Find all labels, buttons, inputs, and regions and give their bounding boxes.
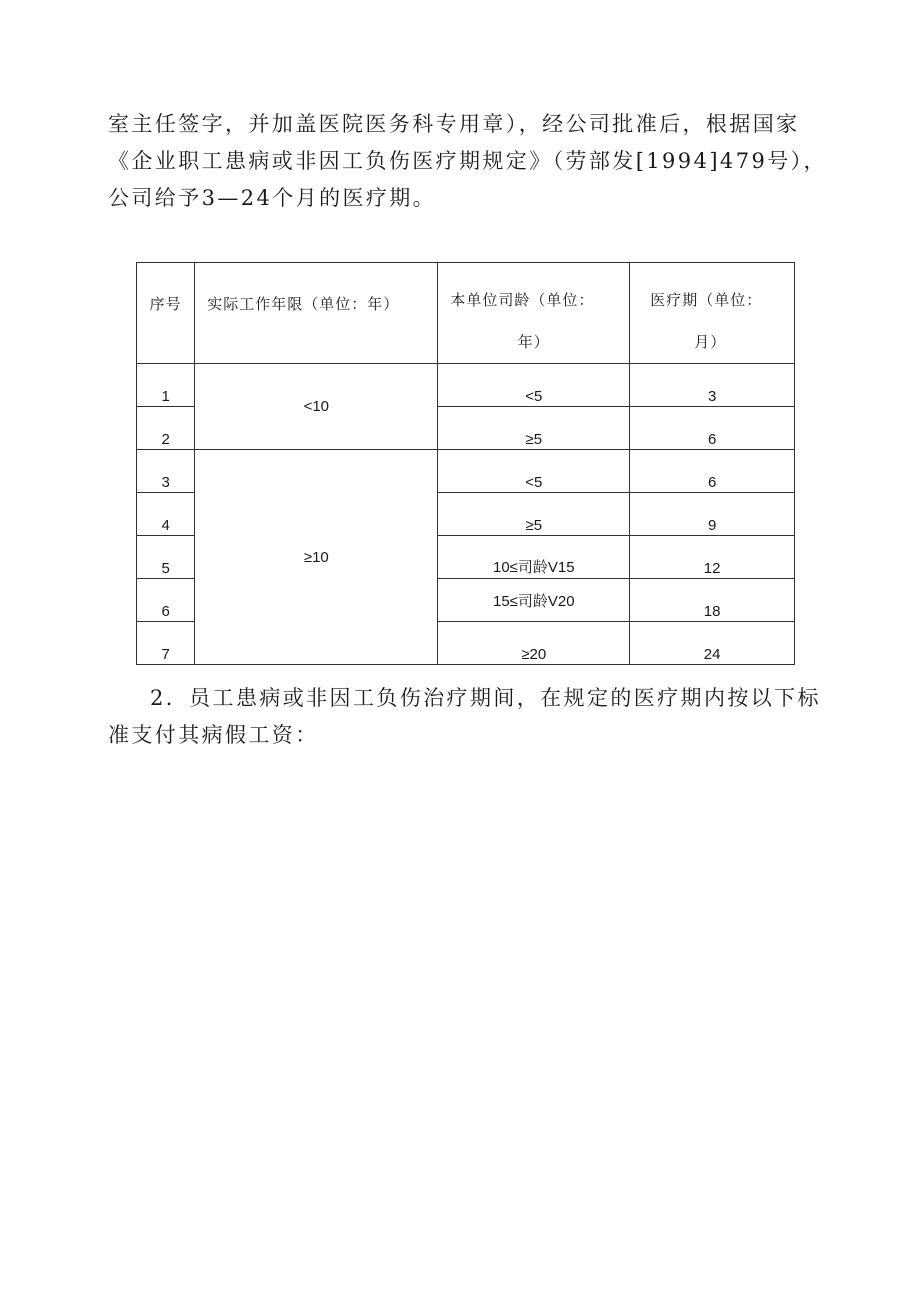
intro-line-2: 《企业职工患病或非因工负伤医疗期规定》（劳部发[1994]479号）， (108, 149, 827, 173)
table-row (137, 450, 795, 493)
intro-paragraph (108, 106, 828, 217)
row-index: 4 (137, 493, 195, 536)
work-years-group: <10 (195, 364, 438, 450)
company-years-cell: ≥5 (438, 493, 630, 536)
row-index: 6 (137, 579, 195, 622)
medical-period-cell: 24 (630, 622, 795, 665)
row-index: 2 (137, 407, 195, 450)
company-years-cell: 15≤司龄V20 (438, 579, 630, 622)
header-company-years: 本单位司龄（单位： 年） (438, 263, 630, 364)
company-years-cell: <5 (438, 450, 630, 493)
section-2-paragraph (108, 680, 828, 754)
company-years-cell: 10≤司龄V15 (438, 536, 630, 579)
header-work-years: 实际工作年限（单位：年） (195, 263, 438, 364)
row-index: 7 (137, 622, 195, 665)
medical-period-cell: 6 (630, 450, 795, 493)
work-years-group: ≥10 (195, 450, 438, 665)
table-header-row (137, 263, 795, 364)
medical-period-table (136, 262, 795, 665)
intro-line-1: 室主任签字，并加盖医院医务科专用章），经公司批准后，根据国家 (108, 112, 800, 136)
row-index: 5 (137, 536, 195, 579)
medical-period-cell: 12 (630, 536, 795, 579)
intro-line-3: 公司给予3—24个月的医疗期。 (108, 186, 437, 210)
table-row (137, 364, 795, 407)
medical-period-cell: 6 (630, 407, 795, 450)
section-2-line-2: 准支付其病假工资： (108, 723, 319, 747)
company-years-cell: ≥5 (438, 407, 630, 450)
row-index: 3 (137, 450, 195, 493)
medical-period-cell: 3 (630, 364, 795, 407)
medical-period-cell: 18 (630, 579, 795, 622)
header-index: 序号 (137, 263, 195, 364)
company-years-cell: <5 (438, 364, 630, 407)
header-medical-period: 医疗期（单位： 月） (630, 263, 795, 364)
row-index: 1 (137, 364, 195, 407)
company-years-cell: ≥20 (438, 622, 630, 665)
section-2-line-1: 2．员工患病或非因工负伤治疗期间，在规定的医疗期内按以下标 (150, 686, 821, 710)
medical-period-cell: 9 (630, 493, 795, 536)
